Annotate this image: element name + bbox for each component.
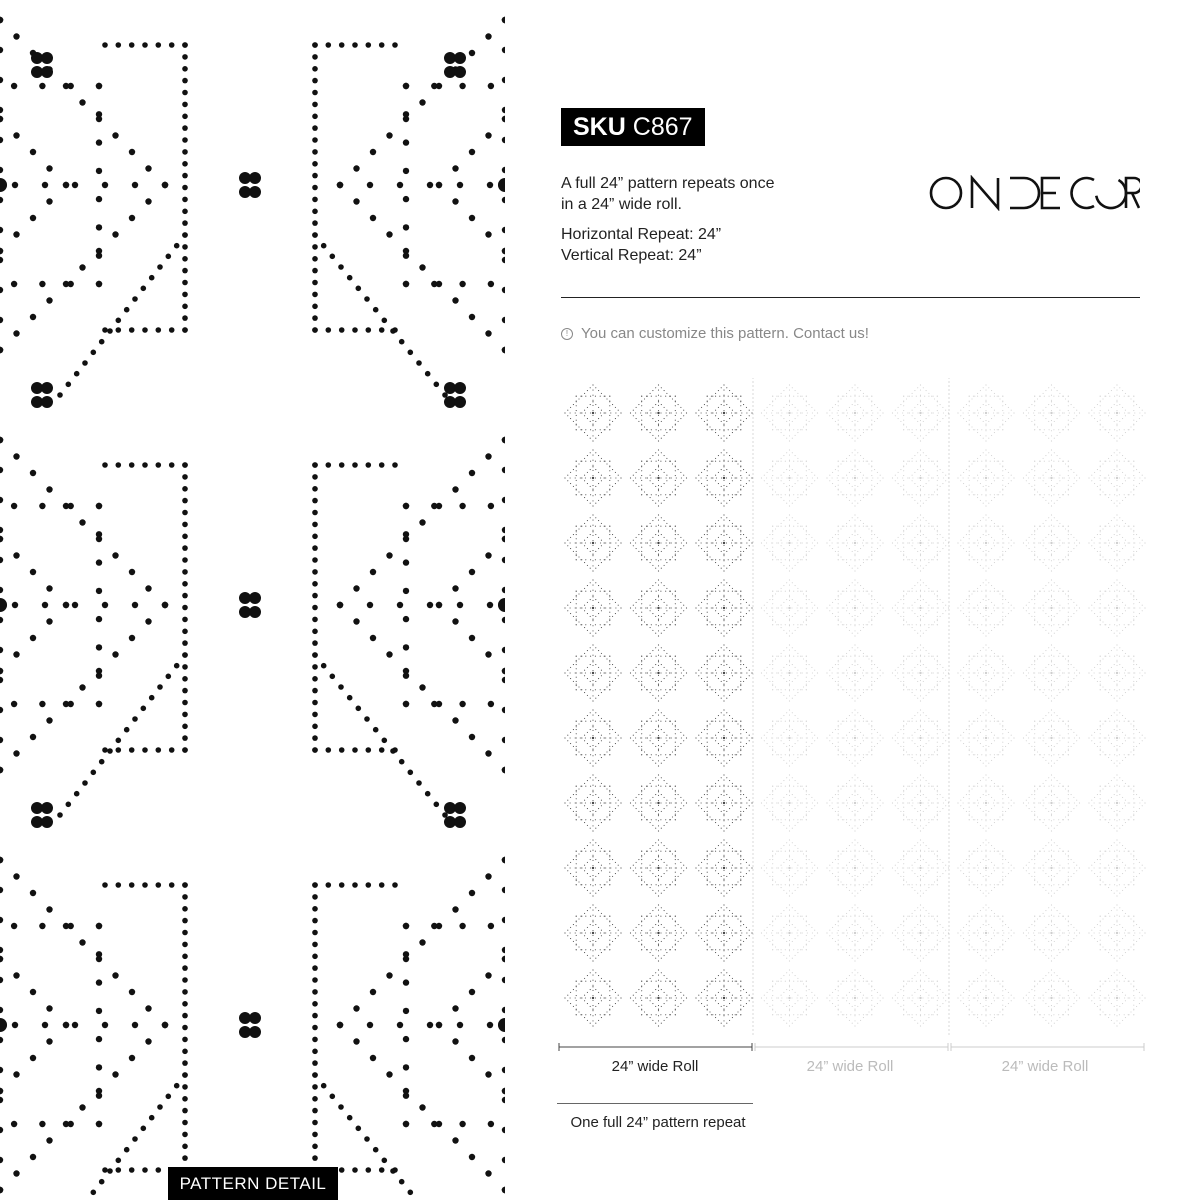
- repeat-description: [561, 173, 881, 275]
- roll-caption-1: 24” wide Roll: [611, 1058, 699, 1075]
- vertical-repeat: Vertical Repeat: 24”: [561, 247, 702, 264]
- pattern-detail-image: [0, 0, 505, 1200]
- customize-note-text: You can customize this pattern. Contact us!: [581, 325, 869, 342]
- ondecor-logo: [928, 175, 1140, 211]
- svg-text:ONDECOR: ONDECOR: [928, 175, 934, 176]
- repeat-measure-line: [557, 1103, 753, 1104]
- info-icon: !: [561, 328, 573, 340]
- roll-caption-2: 24” wide Roll: [806, 1058, 894, 1075]
- desc-line1: A full 24” pattern repeats once: [561, 175, 775, 192]
- divider: [561, 297, 1140, 298]
- sku-value: C867: [632, 112, 693, 141]
- roll-width-markers: [556, 1043, 1146, 1051]
- roll-caption-3: 24” wide Roll: [1001, 1058, 1089, 1075]
- pattern-detail-label: PATTERN DETAIL: [168, 1167, 338, 1200]
- horizontal-repeat: Horizontal Repeat: 24”: [561, 226, 722, 243]
- roll-preview: [556, 378, 1146, 1038]
- sku-key: SKU: [573, 112, 626, 141]
- repeat-caption: One full 24” pattern repeat: [570, 1114, 746, 1131]
- pattern-detail-panel: [0, 0, 505, 1200]
- desc-line2: in a 24” wide roll.: [561, 196, 682, 213]
- sku-badge: [561, 108, 705, 146]
- customize-note[interactable]: [561, 325, 869, 342]
